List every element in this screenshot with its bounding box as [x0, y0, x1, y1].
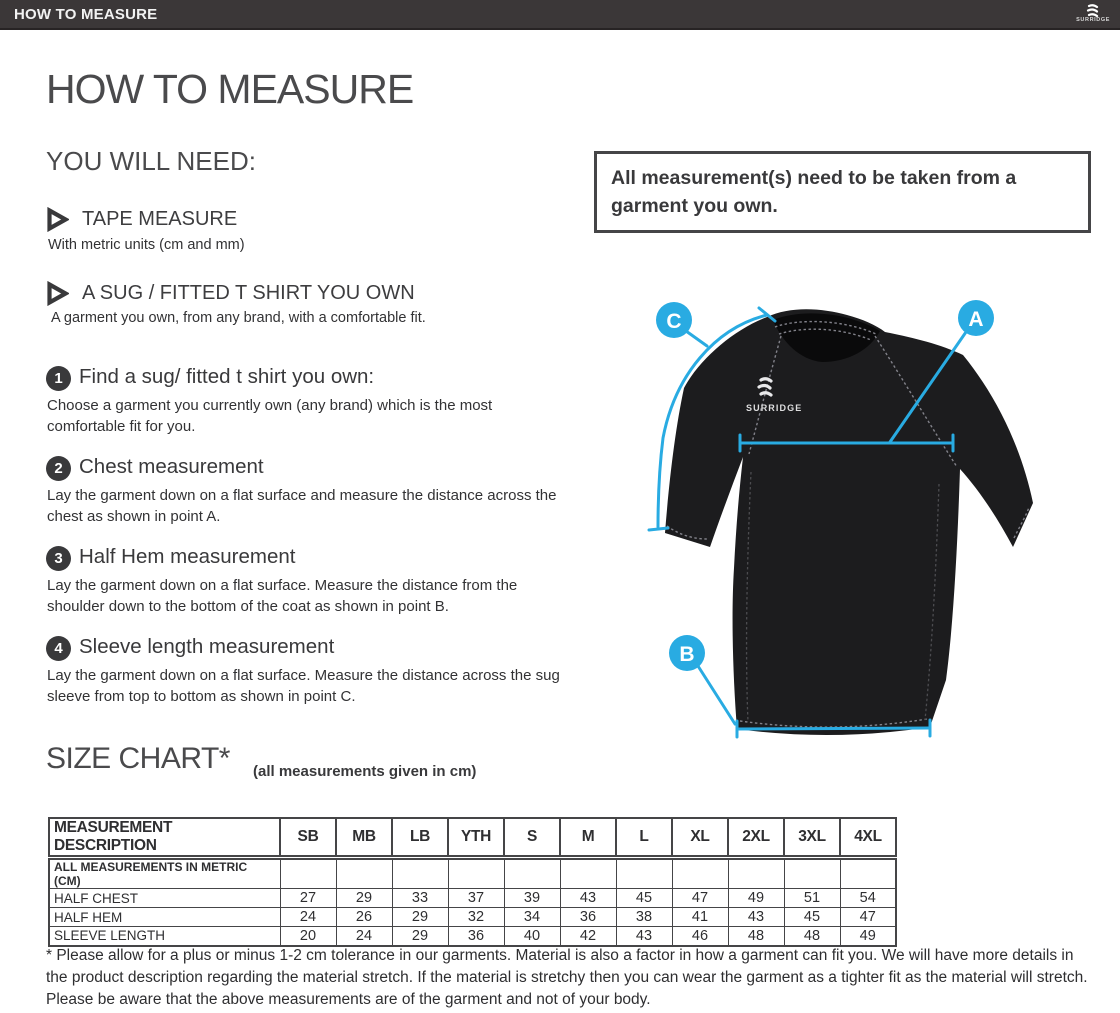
metric-note-row — [49, 858, 896, 889]
table-row-half-hem — [49, 908, 896, 927]
cell-value: 43 — [616, 927, 672, 946]
cell-value: 24 — [280, 908, 336, 927]
table-row-half-chest — [49, 889, 896, 908]
cell-value: 49 — [840, 927, 896, 946]
cell-value: 36 — [448, 927, 504, 946]
you-will-need-heading: YOU WILL NEED: — [46, 146, 256, 176]
hem-measure-line — [737, 728, 930, 729]
footnote-text: * Please allow for a plus or minus 1-2 cm tolerance in our garments. Material is also a factor in how a garment can fit you. We will have more details in the product description regarding the material stretch. If the material is stretchy then you can wear the garment as a tighter fit as the material will stretch. Please be aware that the above measurements are of the garment and not of your body. — [46, 947, 1088, 1008]
cell-value: 41 — [672, 908, 728, 927]
badge-a-label: A — [968, 308, 984, 331]
shirt-graphic — [600, 270, 1100, 790]
cell-value: 48 — [784, 927, 840, 946]
cell-value: 34 — [504, 908, 560, 927]
cell-value: 40 — [504, 927, 560, 946]
need-item-t-shirt — [46, 281, 415, 306]
cell-value: 42 — [560, 927, 616, 946]
top-bar-title: HOW TO MEASURE — [14, 5, 158, 23]
notice-text: All measurement(s) need to be taken from a garment you own. — [611, 167, 1017, 218]
cell-value: 33 — [392, 889, 448, 908]
c-pointer-line — [686, 331, 707, 346]
triangle-icon — [46, 207, 69, 232]
badge-c — [656, 302, 692, 338]
cell-value: 26 — [336, 908, 392, 927]
step-number-badge: 1 — [46, 366, 71, 391]
table-header-row — [49, 818, 896, 858]
cell-value: 45 — [616, 889, 672, 908]
table-header-size: 3XL — [784, 818, 840, 858]
notice-box — [594, 151, 1091, 233]
step-title: Find a sug/ fitted t shirt you own: — [79, 365, 375, 388]
need-item-subtitle: A garment you own, from any brand, with a comfortable fit. — [51, 310, 426, 326]
need-item-tape-measure — [46, 207, 237, 232]
badge-c-label: C — [666, 310, 682, 333]
cell-value: 29 — [392, 927, 448, 946]
cell-value: 43 — [560, 889, 616, 908]
page-title: HOW TO MEASURE — [46, 66, 414, 112]
cell-value: 46 — [672, 927, 728, 946]
cell-value: 47 — [840, 908, 896, 927]
surridge-logo — [1076, 4, 1110, 24]
cell-value: 32 — [448, 908, 504, 927]
table-header-size: S — [504, 818, 560, 858]
table-header-description: MEASUREMENT DESCRIPTION — [49, 818, 280, 858]
table-header-size: 2XL — [728, 818, 784, 858]
b-pointer-line — [698, 666, 735, 724]
step-title: Chest measurement — [79, 455, 264, 478]
measurement-diagram — [600, 270, 1100, 790]
table-header-size: MB — [336, 818, 392, 858]
cell-value: 48 — [728, 927, 784, 946]
step-title: Sleeve length measurement — [79, 635, 335, 658]
step-description: Choose a garment you currently own (any brand) which is the most comfortable fit for you. — [47, 397, 493, 435]
step-description: Lay the garment down on a flat surface and measure the distance across the chest as shown in point A. — [47, 487, 557, 525]
cell-value: 45 — [784, 908, 840, 927]
size-chart-heading: SIZE CHART* — [46, 742, 230, 775]
cell-value: 29 — [336, 889, 392, 908]
table-header-size: SB — [280, 818, 336, 858]
table-header-size: M — [560, 818, 616, 858]
row-label: SLEEVE LENGTH — [49, 927, 280, 946]
badge-a — [958, 300, 994, 336]
size-chart-subheading: (all measurements given in cm) — [253, 763, 477, 780]
surridge-logo-icon — [1084, 4, 1102, 17]
step-number-badge: 4 — [46, 636, 71, 661]
cell-value: 54 — [840, 889, 896, 908]
cell-value: 24 — [336, 927, 392, 946]
need-item-title: A SUG / FITTED T SHIRT YOU OWN — [82, 282, 415, 304]
step-number-badge: 2 — [46, 456, 71, 481]
badge-b — [669, 635, 705, 671]
step-description: Lay the garment down on a flat surface. Measure the distance across the sug sleeve from top to bottom as shown in point C. — [47, 667, 560, 705]
size-chart-table — [48, 817, 897, 947]
shirt-logo-text: SURRIDGE — [746, 403, 803, 413]
table-header-size: XL — [672, 818, 728, 858]
table-header-size: LB — [392, 818, 448, 858]
cell-value: 20 — [280, 927, 336, 946]
cell-value: 38 — [616, 908, 672, 927]
top-bar — [0, 0, 1120, 30]
badge-b-label: B — [679, 643, 695, 666]
cell-value: 49 — [728, 889, 784, 908]
need-item-title: TAPE MEASURE — [82, 208, 238, 230]
table-header-size: YTH — [448, 818, 504, 858]
metric-note: ALL MEASUREMENTS IN METRIC (CM) — [49, 858, 280, 889]
triangle-icon — [46, 281, 69, 306]
row-label: HALF CHEST — [49, 889, 280, 908]
step-description: Lay the garment down on a flat surface. Measure the distance from the shoulder down to the bottom of the coat as shown in point B. — [47, 577, 518, 615]
table-header-size: 4XL — [840, 818, 896, 858]
cell-value: 39 — [504, 889, 560, 908]
cell-value: 43 — [728, 908, 784, 927]
step-title: Half Hem measurement — [79, 545, 296, 568]
shirt-silhouette — [665, 309, 1033, 735]
step-number-badge: 3 — [46, 546, 71, 571]
cell-value: 51 — [784, 889, 840, 908]
row-label: HALF HEM — [49, 908, 280, 927]
cell-value: 37 — [448, 889, 504, 908]
cell-value: 27 — [280, 889, 336, 908]
surridge-logo-text: SURRIDGE — [1076, 16, 1110, 23]
need-item-subtitle: With metric units (cm and mm) — [48, 237, 245, 253]
cell-value: 47 — [672, 889, 728, 908]
cell-value: 29 — [392, 908, 448, 927]
table-row-sleeve-length — [49, 927, 896, 946]
table-header-size: L — [616, 818, 672, 858]
cell-value: 36 — [560, 908, 616, 927]
